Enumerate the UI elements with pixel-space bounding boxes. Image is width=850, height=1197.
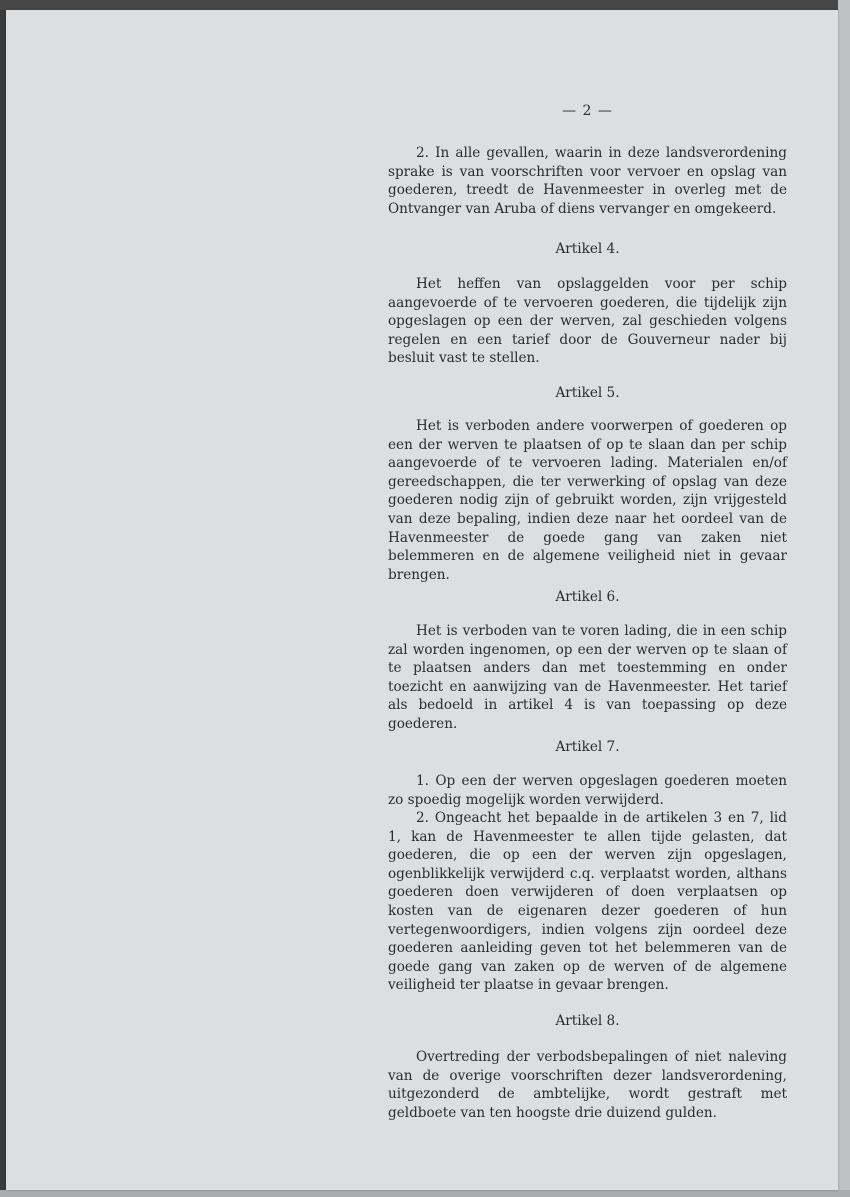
article-4-heading: Artikel 4. <box>555 241 620 257</box>
article-7-paragraph-1: 1. Op een der werven opgeslagen goederen moeten zo spoedig mogelijk worden verwijderd. <box>388 773 787 808</box>
article-3-paragraph-2: 2. In alle gevallen, waarin in deze landsverordening sprake is van voorschriften voor vervoer en opslag van goederen, treedt de Havenmeester in overleg met de Ontvanger van Aruba of diens vervanger en omgekeerd. <box>388 145 787 217</box>
article-7-heading: Artikel 7. <box>555 739 620 755</box>
article-8-text: Overtreding der verbodsbepalingen of niet naleving van de overige voorschriften dezer landsverordening, uitgezonderd de ambtelijke, wordt gestraft met geldboete van ten hoogste drie duizend gulden. <box>388 1049 787 1121</box>
article-8-heading: Artikel 8. <box>555 1013 620 1029</box>
scanner-right-edge <box>838 0 850 1197</box>
article-4-text: Het heffen van opslaggelden voor per schip aangevoerde of te vervoeren goederen, die tijdelijk zijn opgeslagen op een der werven, zal geschieden volgens regelen en een tarief door de Gouverneur nader bij besluit vast te stellen. <box>388 276 787 367</box>
page-number: — 2 — <box>562 103 613 119</box>
article-6-text: Het is verboden van te voren lading, die in een schip zal worden ingenomen, op een der werven op te slaan of te plaatsen anders dan met toestemming en onder toezicht en aanwijzing van de Havenmeester. Het tarief als bedoeld in artikel 4 is van toepassing op deze goederen. <box>388 623 787 732</box>
document-page <box>6 10 838 1190</box>
article-5-text: Het is verboden andere voorwerpen of goederen op een der werven te plaatsen of op te slaan dan per schip aangevoerde of te vervoeren lading. Materialen en/of gereedschappen, die ter verwerking of opslag van deze goederen nodig zijn of gebruikt worden, zijn vrijgesteld van deze bepaling, indien deze naar het oordeel van de Havenmeester de goede gang van zaken niet belemmeren en de algemene veiligheid niet in gevaar brengen. <box>388 418 787 583</box>
article-6-heading: Artikel 6. <box>555 589 620 605</box>
scanner-top-edge <box>0 0 850 10</box>
article-7-paragraph-2: 2. Ongeacht het bepaalde in de artikelen 3 en 7, lid 1, kan de Havenmeester te allen tijde gelasten, dat goederen, die op een der werven zijn opgeslagen, ogenblikkelijk verwijderd c.q. verplaatst worden, althans goederen doen verwijderen of doen verplaatsen op kosten van de eigenaren dezer goederen of hun vertegenwoordigers, indien volgens zijn oordeel deze goederen aanleiding geven tot het belemmeren van de goede gang van zaken op de werven of de algemene veiligheid ter plaatse in gevaar brengen. <box>388 810 787 994</box>
scanner-bottom-edge <box>0 1190 850 1197</box>
article-5-heading: Artikel 5. <box>555 385 620 401</box>
